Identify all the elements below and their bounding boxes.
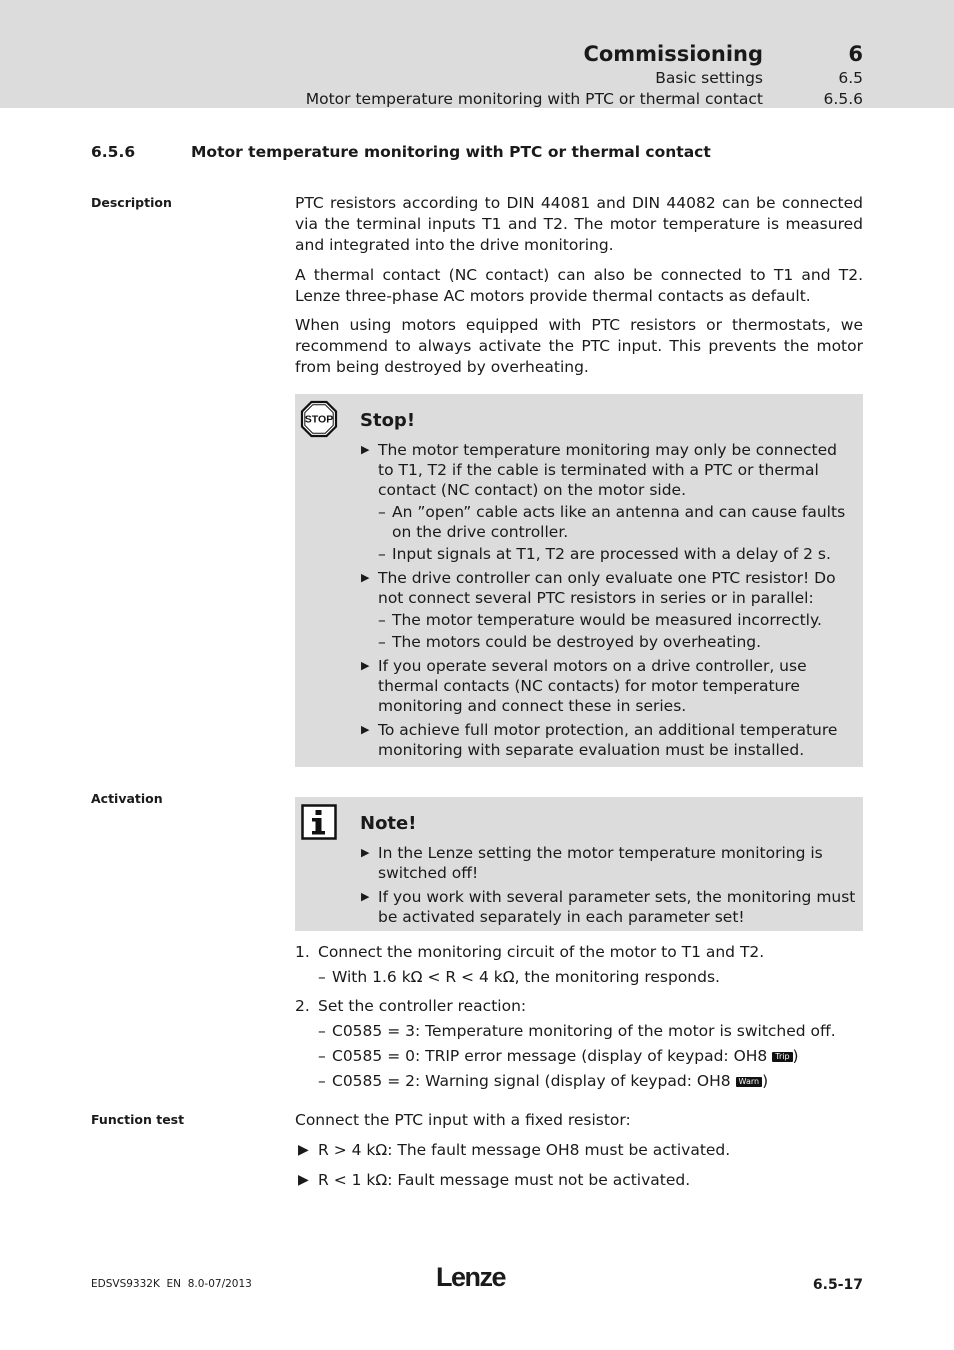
subsection-title-header: Motor temperature monitoring with PTC or thermal contact: [305, 90, 763, 108]
step-subitem: – C0585 = 3: Temperature monitoring of the motor is switched off.: [318, 1022, 836, 1040]
activation-step: 1. Connect the monitoring circuit of the motor to T1 and T2. – With 1.6 kΩ < R < 4 kΩ, the monitoring responds.: [295, 942, 863, 988]
chapter-title: Commissioning: [583, 42, 763, 66]
description-paragraph: PTC resistors according to DIN 44081 and DIN 44082 can be connected via the terminal inputs T1 and T2. The motor temperature is measured and integrated into the drive monitoring.: [295, 194, 863, 254]
note-item: ▶ In the Lenze setting the motor temperature monitoring is switched off!: [361, 844, 823, 882]
stop-item: ▶ The drive controller can only evaluate one PTC resistor! Do not connect several PTC resistors in series or in parallel: – The motor temperature would be measured incorrectly. – The motors could be destroyed by overheating.: [361, 568, 857, 652]
footer-doc-info: [91, 1278, 252, 1290]
section-heading: Motor temperature monitoring with PTC or thermal contact: [191, 143, 711, 161]
stop-item: ▶ If you operate several motors on a drive controller, use thermal contacts (NC contacts) for motor temperature monitoring and connect these in series.: [361, 657, 807, 715]
step-subitem: – C0585 = 0: TRIP error message (display of keypad: OH8 Trip ): [318, 1047, 799, 1065]
subsection-number-header: 6.5.6: [823, 90, 863, 108]
activation-step: 2. Set the controller reaction: – C0585 = 3: Temperature monitoring of the motor is switched off. – C0585 = 0: TRIP error message (display of keypad: OH8 Trip ) – C0585 = 2: Warning signal (display of keypad: OH8 Warn ): [295, 996, 863, 1092]
section-number: 6.5.6: [91, 143, 136, 161]
stop-subitem: – Input signals at T1, T2 are processed with a delay of 2 s.: [378, 545, 831, 563]
stop-list: [361, 440, 857, 764]
section-title-header: Basic settings: [655, 69, 763, 87]
note-box: [295, 797, 863, 931]
activation-label: Activation: [91, 791, 163, 806]
stop-sign-icon: [300, 400, 338, 438]
doc-id: EDSVS9332K: [91, 1278, 160, 1290]
bullet-arrow-icon: ▶: [361, 571, 370, 584]
bullet-arrow-icon: ▶: [361, 723, 370, 736]
description-text: [295, 193, 863, 378]
chapter-number: 6: [848, 42, 863, 66]
trip-badge: Trip: [772, 1052, 792, 1062]
description-paragraph: When using motors equipped with PTC resistors or thermostats, we recommend to always activate the PTC input. This prevents the motor from being destroyed by overheating.: [295, 316, 863, 376]
stop-title: Stop!: [360, 410, 416, 431]
stop-subitem: – The motor temperature would be measured incorrectly.: [378, 611, 822, 629]
doc-language: EN: [166, 1278, 182, 1290]
lenze-logo: Lenze: [436, 1262, 506, 1292]
bullet-arrow-icon: ▶: [298, 1142, 309, 1158]
bullet-arrow-icon: ▶: [361, 890, 370, 903]
page-number: 6.5-17: [812, 1277, 863, 1293]
stop-item: ▶ The motor temperature monitoring may only be connected to T1, T2 if the cable is terminated with a PTC or thermal contact (NC contact) on the motor side. – An ”open” cable acts like an antenna and can cause faults on the drive controller. – Input signals at T1, T2 are processed with a delay of 2 s.: [361, 440, 857, 564]
bullet-arrow-icon: ▶: [361, 846, 370, 859]
note-list: [361, 843, 857, 931]
warn-badge: Warn: [736, 1077, 763, 1087]
doc-version: 8.0-07/2013: [187, 1278, 252, 1290]
description-label: Description: [91, 195, 172, 210]
info-icon: [301, 804, 337, 840]
function-test-intro: Connect the PTC input with a fixed resistor:: [295, 1111, 631, 1129]
activation-steps: [295, 942, 863, 1100]
stop-subitem: – The motors could be destroyed by overheating.: [378, 633, 762, 651]
step-subitem: – C0585 = 2: Warning signal (display of keypad: OH8 Warn ): [318, 1072, 769, 1090]
function-test-label: Function test: [91, 1112, 185, 1127]
bullet-arrow-icon: ▶: [361, 443, 370, 456]
stop-item: ▶ To achieve full motor protection, an additional temperature monitoring with separate evaluation must be installed.: [361, 721, 838, 759]
bullet-arrow-icon: ▶: [361, 659, 370, 672]
stop-warning-box: [295, 394, 863, 767]
section-number-header: 6.5: [838, 69, 863, 87]
svg-text:STOP: STOP: [304, 413, 334, 426]
bullet-arrow-icon: ▶: [298, 1172, 309, 1188]
description-paragraph: A thermal contact (NC contact) can also be connected to T1 and T2. Lenze three-phase AC motors provide thermal contacts as default.: [295, 266, 863, 305]
function-test-content: [295, 1110, 863, 1191]
function-test-item: ▶ R > 4 kΩ: The fault message OH8 must be activated.: [298, 1141, 731, 1159]
stop-subitem: – An ”open” cable acts like an antenna and can cause faults on the drive controller.: [378, 503, 846, 541]
function-test-item: ▶ R < 1 kΩ: Fault message must not be activated.: [298, 1171, 691, 1189]
step-subitem: – With 1.6 kΩ < R < 4 kΩ, the monitoring responds.: [318, 968, 720, 986]
note-item: ▶ If you work with several parameter sets, the monitoring must be activated separately in each parameter set!: [361, 888, 856, 926]
note-title: Note!: [360, 813, 417, 834]
